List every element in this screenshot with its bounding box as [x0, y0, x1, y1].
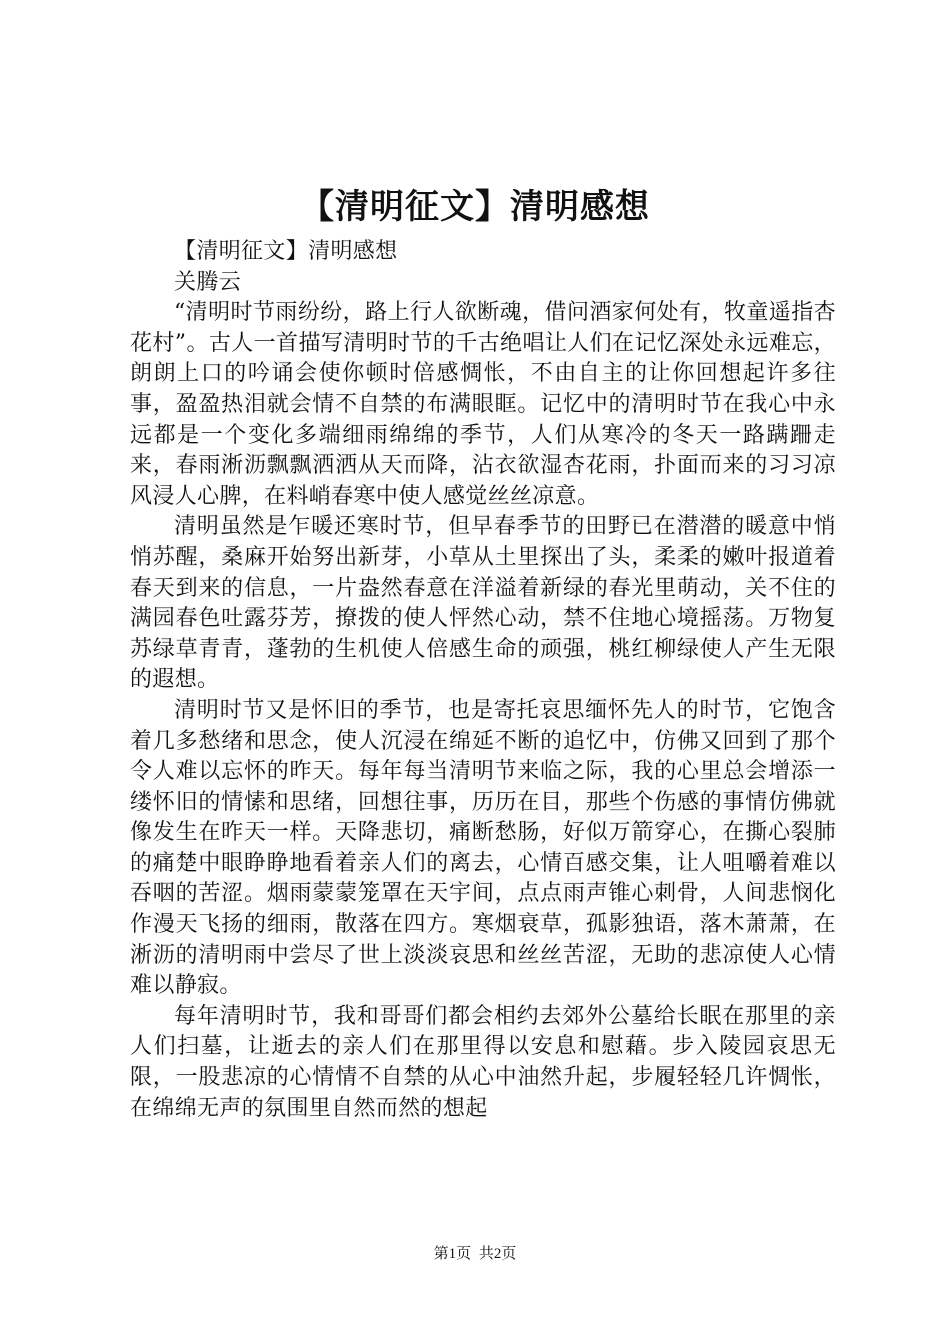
document-title: 【清明征文】清明感想: [300, 187, 650, 227]
body-paragraph: 清明虽然是乍暖还寒时节，但早春季节的田野已在潜潜的暖意中悄悄苏醒，桑麻开始努出新芽，小草从土里探出了头，柔柔的嫩叶报道着春天到来的信息，一片盎然春意在洋溢着新绿的春光里萌动，关不住的满园春色吐露芬芳，撩拨的使人怦然心动，禁不住地心境摇荡。万物复苏绿草青青，蓬勃的生机使人倍感生命的顽强，桃红柳绿使人产生无限的遐想。: [130, 514, 836, 693]
document-body: [130, 237, 836, 1124]
page-footer: [0, 1244, 950, 1264]
document-subtitle: 【清明征文】清明感想: [174, 239, 398, 264]
body-paragraph: 每年清明时节，我和哥哥们都会相约去郊外公墓给长眠在那里的亲人们扫墓，让逝去的亲人们在那里得以安息和慰藉。步入陵园哀思无限，一股悲凉的心情情不自禁的从心中油然升起，步履轻轻几许惆怅，在绵绵无声的氛围里自然而然的想起: [130, 1003, 836, 1121]
body-paragraph: 清明时节又是怀旧的季节，也是寄托哀思缅怀先人的时节，它饱含着几多愁绪和思念，使人沉浸在绵延不断的追忆中，仿佛又回到了那个令人难以忘怀的昨天。每年每当清明节来临之际，我的心里总会增添一缕怀旧的情愫和思绪，回想往事，历历在目，那些个伤感的事情仿佛就像发生在昨天一样。天降悲切，痛断愁肠，好似万箭穿心，在撕心裂肺的痛楚中眼睁睁地看着亲人们的离去，心情百感交集，让人咀嚼着难以吞咽的苦涩。烟雨蒙蒙笼罩在天宇间，点点雨声锥心刺骨，人间悲悯化作漫天飞扬的细雨，散落在四方。寒烟衰草，孤影独语，落木萧萧，在淅沥的清明雨中尝尽了世上淡淡哀思和丝丝苦涩，无助的悲凉使人心情难以静寂。: [130, 697, 836, 999]
document-author: 关腾云: [174, 269, 242, 295]
page-total: 共2页: [478, 1246, 517, 1262]
page-number: 第1页: [433, 1246, 472, 1262]
body-paragraph: “清明时节雨纷纷，路上行人欲断魂，借问酒家何处有，牧童遥指杏花村”。古人一首描写清明时节的千古绝唱让人们在记忆深处永远难忘，朗朗上口的吟诵会使你顿时倍感惆怅，不由自主的让你回想起许多往事，盈盈热泪就会情不自禁的布满眼眶。记忆中的清明时节在我心中永远都是一个变化多端细雨绵绵的季节，人们从寒冷的冬天一路蹒跚走来，春雨淅沥飘飘洒洒从天而降，沾衣欲湿杏花雨，扑面而来的习习凉风浸人心脾，在料峭春寒中使人感觉丝丝凉意。: [130, 300, 836, 509]
